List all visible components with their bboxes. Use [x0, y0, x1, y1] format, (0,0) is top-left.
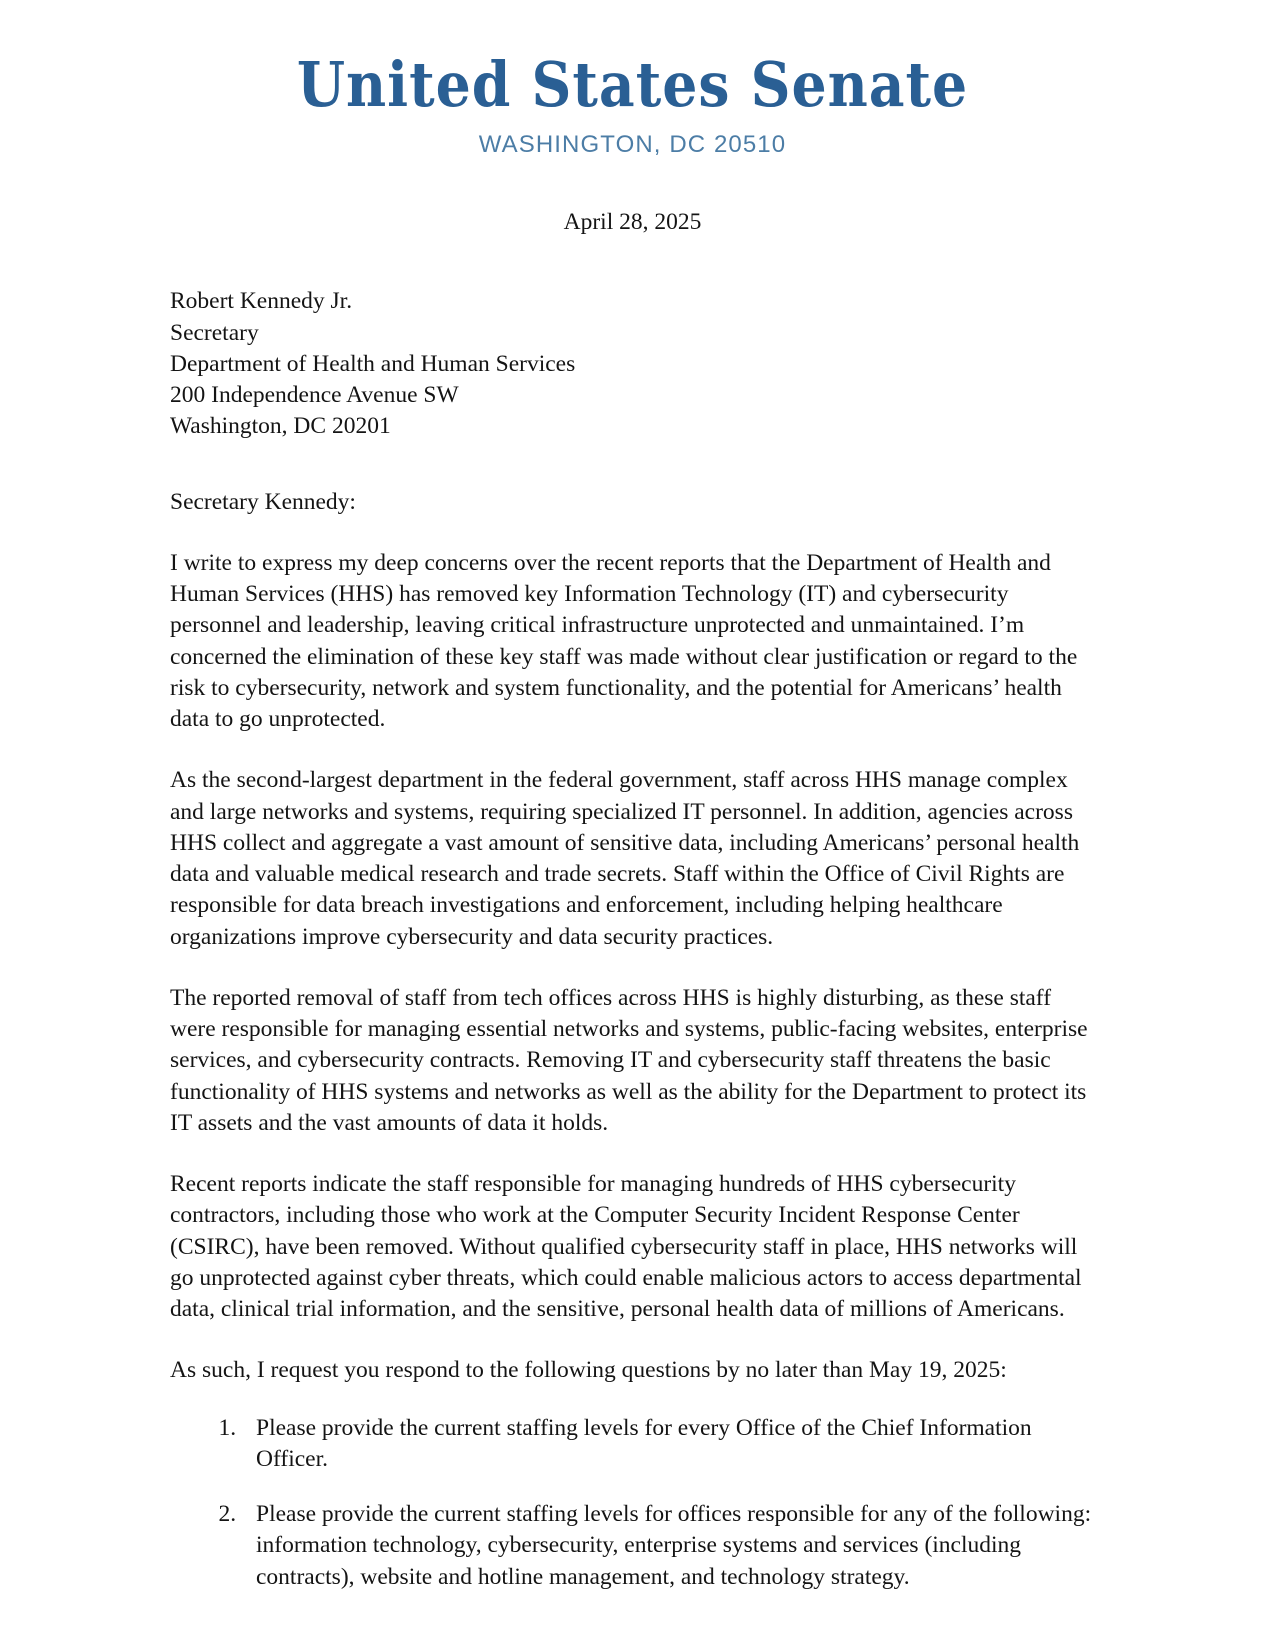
recipient-address-block	[170, 286, 1095, 442]
list-item: 1. Please provide the current staffing levels for every Office of the Chief Information Officer.	[242, 1413, 1095, 1476]
letter-paragraph-1: I write to express my deep concerns over the recent reports that the Department of Health and Human Services (HHS) has removed key Information Technology (IT) and cybersecurity personnel and leadership, leaving critical infrastructure unprotected and unmaintained. I’m concerned the elimination of these key staff was made without clear justification or regard to the risk to cybersecurity, network and system functionality, and the potential for Americans’ health data to go unprotected.	[170, 549, 1078, 733]
senate-wordmark-title: United States Senate	[296, 48, 969, 121]
letter-paragraph-2: As the second-largest department in the federal government, staff across HHS manage complex and large networks and systems, requiring specialized IT personnel. In addition, agencies across HHS collect and aggregate a vast amount of sensitive data, including Americans’ personal health data and valuable medical research and trade secrets. Staff within the Office of Civil Rights are responsible for data breach investigations and enforcement, including helping healthcare organizations improve cybersecurity and data security practices.	[170, 767, 1080, 950]
letter-paragraph-3: The reported removal of staff from tech offices across HHS is highly disturbing, as these staff were responsible for managing essential networks and systems, public-facing websites, enterprise services, and cybersecurity contracts. Removing IT and cybersecurity staff threatens the basic functionality of HHS systems and networks as well as the ability for the Department to protect its IT assets and the vast amounts of data it holds.	[170, 984, 1088, 1136]
letter-request-line: As such, I request you respond to the following questions by no later than May 19, 2025:	[170, 1357, 1007, 1384]
letter-salutation: Secretary Kennedy:	[170, 488, 356, 515]
recipient-title: Secretary	[170, 319, 259, 346]
letter-paragraph-4: Recent reports indicate the staff responsible for managing hundreds of HHS cybersecurity contractors, including those who work at the Computer Security Incident Response Center (CSIRC), have been removed. Without qualified cybersecurity staff in place, HHS networks will go unprotected against cyber threats, which could enable malicious actors to access departmental data, clinical trial information, and the sensitive, personal health data of millions of Americans.	[170, 1171, 1082, 1323]
letter-content	[170, 207, 1095, 1593]
questions-list	[170, 1413, 1095, 1593]
recipient-street: 200 Independence Avenue SW	[170, 382, 459, 409]
senate-letterhead	[0, 0, 1265, 159]
senate-city-zip: WASHINGTON, DC 20510	[478, 131, 787, 159]
recipient-organization: Department of Health and Human Services	[170, 350, 576, 377]
recipient-name: Robert Kennedy Jr.	[170, 288, 353, 315]
recipient-city-state-zip: Washington, DC 20201	[170, 413, 391, 440]
list-item: 2. Please provide the current staffing levels for offices responsible for any of the following: information technology, cybersecurity, enterprise systems and services (including contracts), website and hotline management, and technology strategy.	[242, 1499, 1095, 1593]
letter-date: April 28, 2025	[563, 209, 702, 236]
